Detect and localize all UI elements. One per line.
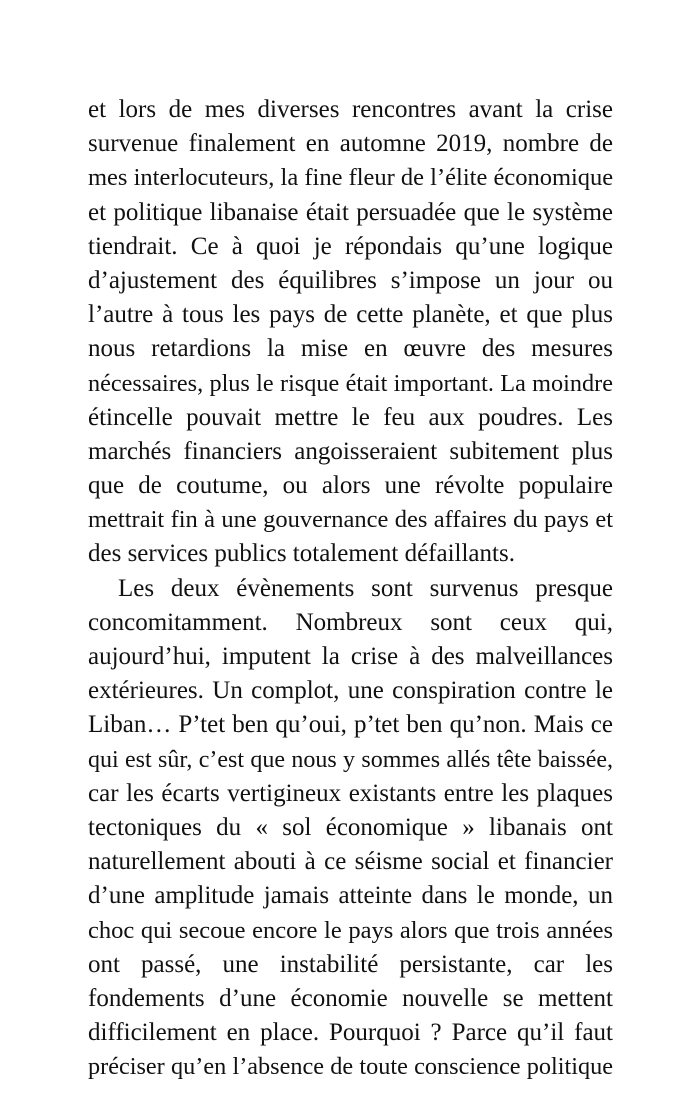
text-line: ont passé, une instabilité persistante, car les (88, 950, 613, 978)
text-line: survenue finalement en automne 2019, nombre de (88, 130, 613, 158)
text-line: l’autre à tous les pays de cette planète, et que plus (88, 301, 613, 329)
paragraph-2 (88, 572, 613, 1085)
text-line: Liban… P’tet ben qu’oui, p’tet ben qu’non. Mais ce (88, 711, 613, 739)
text-line: Les deux évènements sont survenus presque (118, 574, 613, 602)
text-line: d’ajustement des équilibres s’impose un jour ou (88, 266, 613, 294)
text-line: étincelle pouvait mettre le feu aux poudres. Les (88, 403, 613, 431)
text-line: nécessaires, plus le risque était important. La moindre (88, 369, 613, 397)
text-line: mes interlocuteurs, la fine fleur de l’élite économique (88, 164, 613, 192)
paragraph-1 (88, 93, 613, 572)
body-text (88, 93, 613, 1084)
text-line: choc qui secoue encore le pays alors que trois années (88, 916, 613, 944)
text-line: et lors de mes diverses rencontres avant la crise (88, 96, 613, 123)
text-line: nous retardions la mise en œuvre des mesures (88, 335, 613, 363)
text-line: d’une amplitude jamais atteinte dans le monde, un (88, 882, 613, 910)
text-line: et politique libanaise était persuadée que le système (88, 198, 613, 226)
text-line: des services publics totalement défaillants. (88, 540, 515, 568)
text-line: tiendrait. Ce à quoi je répondais qu’une logique (88, 232, 613, 260)
text-line: difficilement en place. Pourquoi ? Parce qu’il faut (88, 1019, 613, 1047)
text-line: concomitamment. Nombreux sont ceux qui, (88, 608, 613, 636)
text-line: extérieures. Un complot, une conspiration contre le (88, 677, 613, 705)
text-line: qui est sûr, c’est que nous y sommes allés tête baissée, (88, 746, 613, 773)
text-line: aujourd’hui, imputent la crise à des malveillances (88, 643, 613, 670)
text-line: mettrait fin à une gouvernance des affaires du pays et (88, 506, 613, 534)
text-line: tectoniques du « sol économique » libanais ont (88, 813, 613, 841)
text-line: marchés financiers angoisseraient subitement plus (88, 437, 613, 465)
text-line: que de coutume, ou alors une révolte populaire (88, 472, 613, 500)
text-line: naturellement abouti à ce séisme social et financier (88, 848, 613, 876)
text-line: car les écarts vertigineux existants entre les plaques (88, 779, 613, 807)
text-line: fondements d’une économie nouvelle se mettent (88, 984, 613, 1012)
text-line: préciser qu’en l’absence de toute conscience politique (88, 1053, 613, 1081)
